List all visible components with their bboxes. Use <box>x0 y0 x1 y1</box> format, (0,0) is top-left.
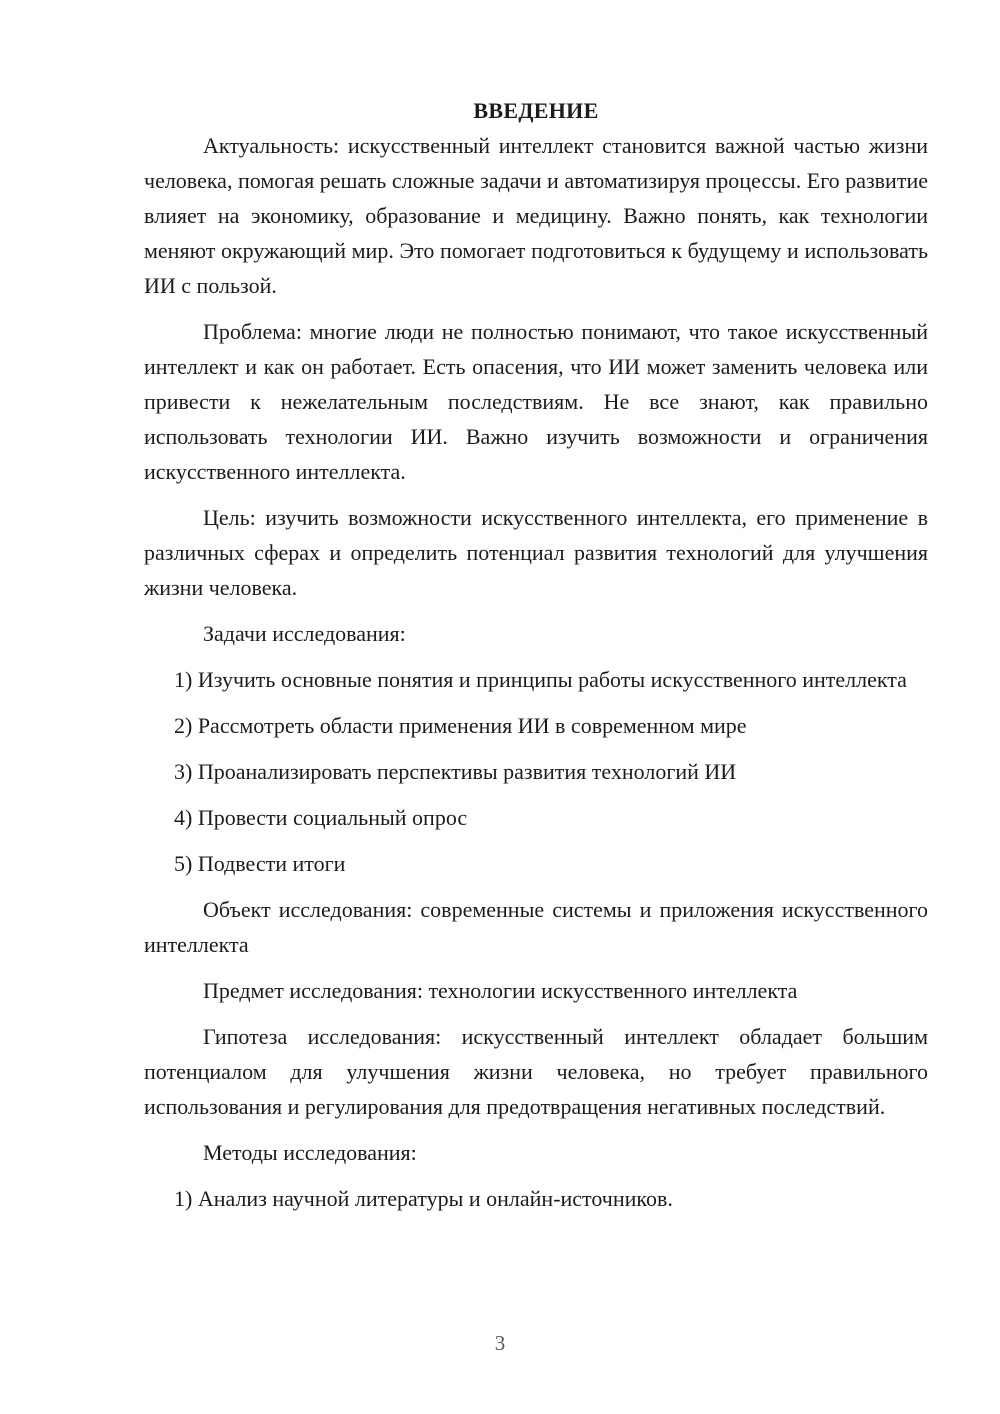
task-item-4: 4) Провести социальный опрос <box>174 805 468 830</box>
task-item-5: 5) Подвести итоги <box>174 851 346 876</box>
paragraph-relevance: Актуальность: искусственный интеллект становится важной частью жизни человека, помогая решать сложные задачи и автоматизируя процессы. Его развитие влияет на экономику, образование и медицину. Важно понять, как технологии меняют окружающий мир. Это помогает подготовиться к будущему и использовать ИИ с пользой. <box>144 133 928 298</box>
page-number: 3 <box>494 1331 506 1355</box>
paragraph-problem: Проблема: многие люди не полностью понимают, что такое искусственный интеллект и как он работает. Есть опасения, что ИИ может заменить человека или привести к нежелательным последствиям. Не все знают, как правильно использовать технологии ИИ. Важно изучить возможности и ограничения искусственного интеллекта. <box>144 319 928 484</box>
tasks-heading: Задачи исследования: <box>203 621 406 646</box>
paragraph-goal: Цель: изучить возможности искусственного интеллекта, его применение в различных сферах и определить потенциал развития технологий для улучшения жизни человека. <box>144 505 928 600</box>
paragraph-object: Объект исследования: современные системы и приложения искусственного интеллекта <box>144 897 928 957</box>
method-item-1: 1) Анализ научной литературы и онлайн-источников. <box>174 1186 673 1211</box>
section-title: ВВЕДЕНИЕ <box>473 98 599 123</box>
document-page <box>144 96 928 1216</box>
methods-heading: Методы исследования: <box>203 1140 417 1165</box>
task-item-3: 3) Проанализировать перспективы развития технологий ИИ <box>174 759 737 784</box>
paragraph-subject: Предмет исследования: технологии искусственного интеллекта <box>203 978 798 1003</box>
paragraph-hypothesis: Гипотеза исследования: искусственный интеллект обладает большим потенциалом для улучшения жизни человека, но требует правильного использования и регулирования для предотвращения негативных последствий. <box>144 1024 928 1119</box>
task-item-1: 1) Изучить основные понятия и принципы работы искусственного интеллекта <box>174 667 907 692</box>
task-item-2: 2) Рассмотреть области применения ИИ в современном мире <box>174 713 747 738</box>
